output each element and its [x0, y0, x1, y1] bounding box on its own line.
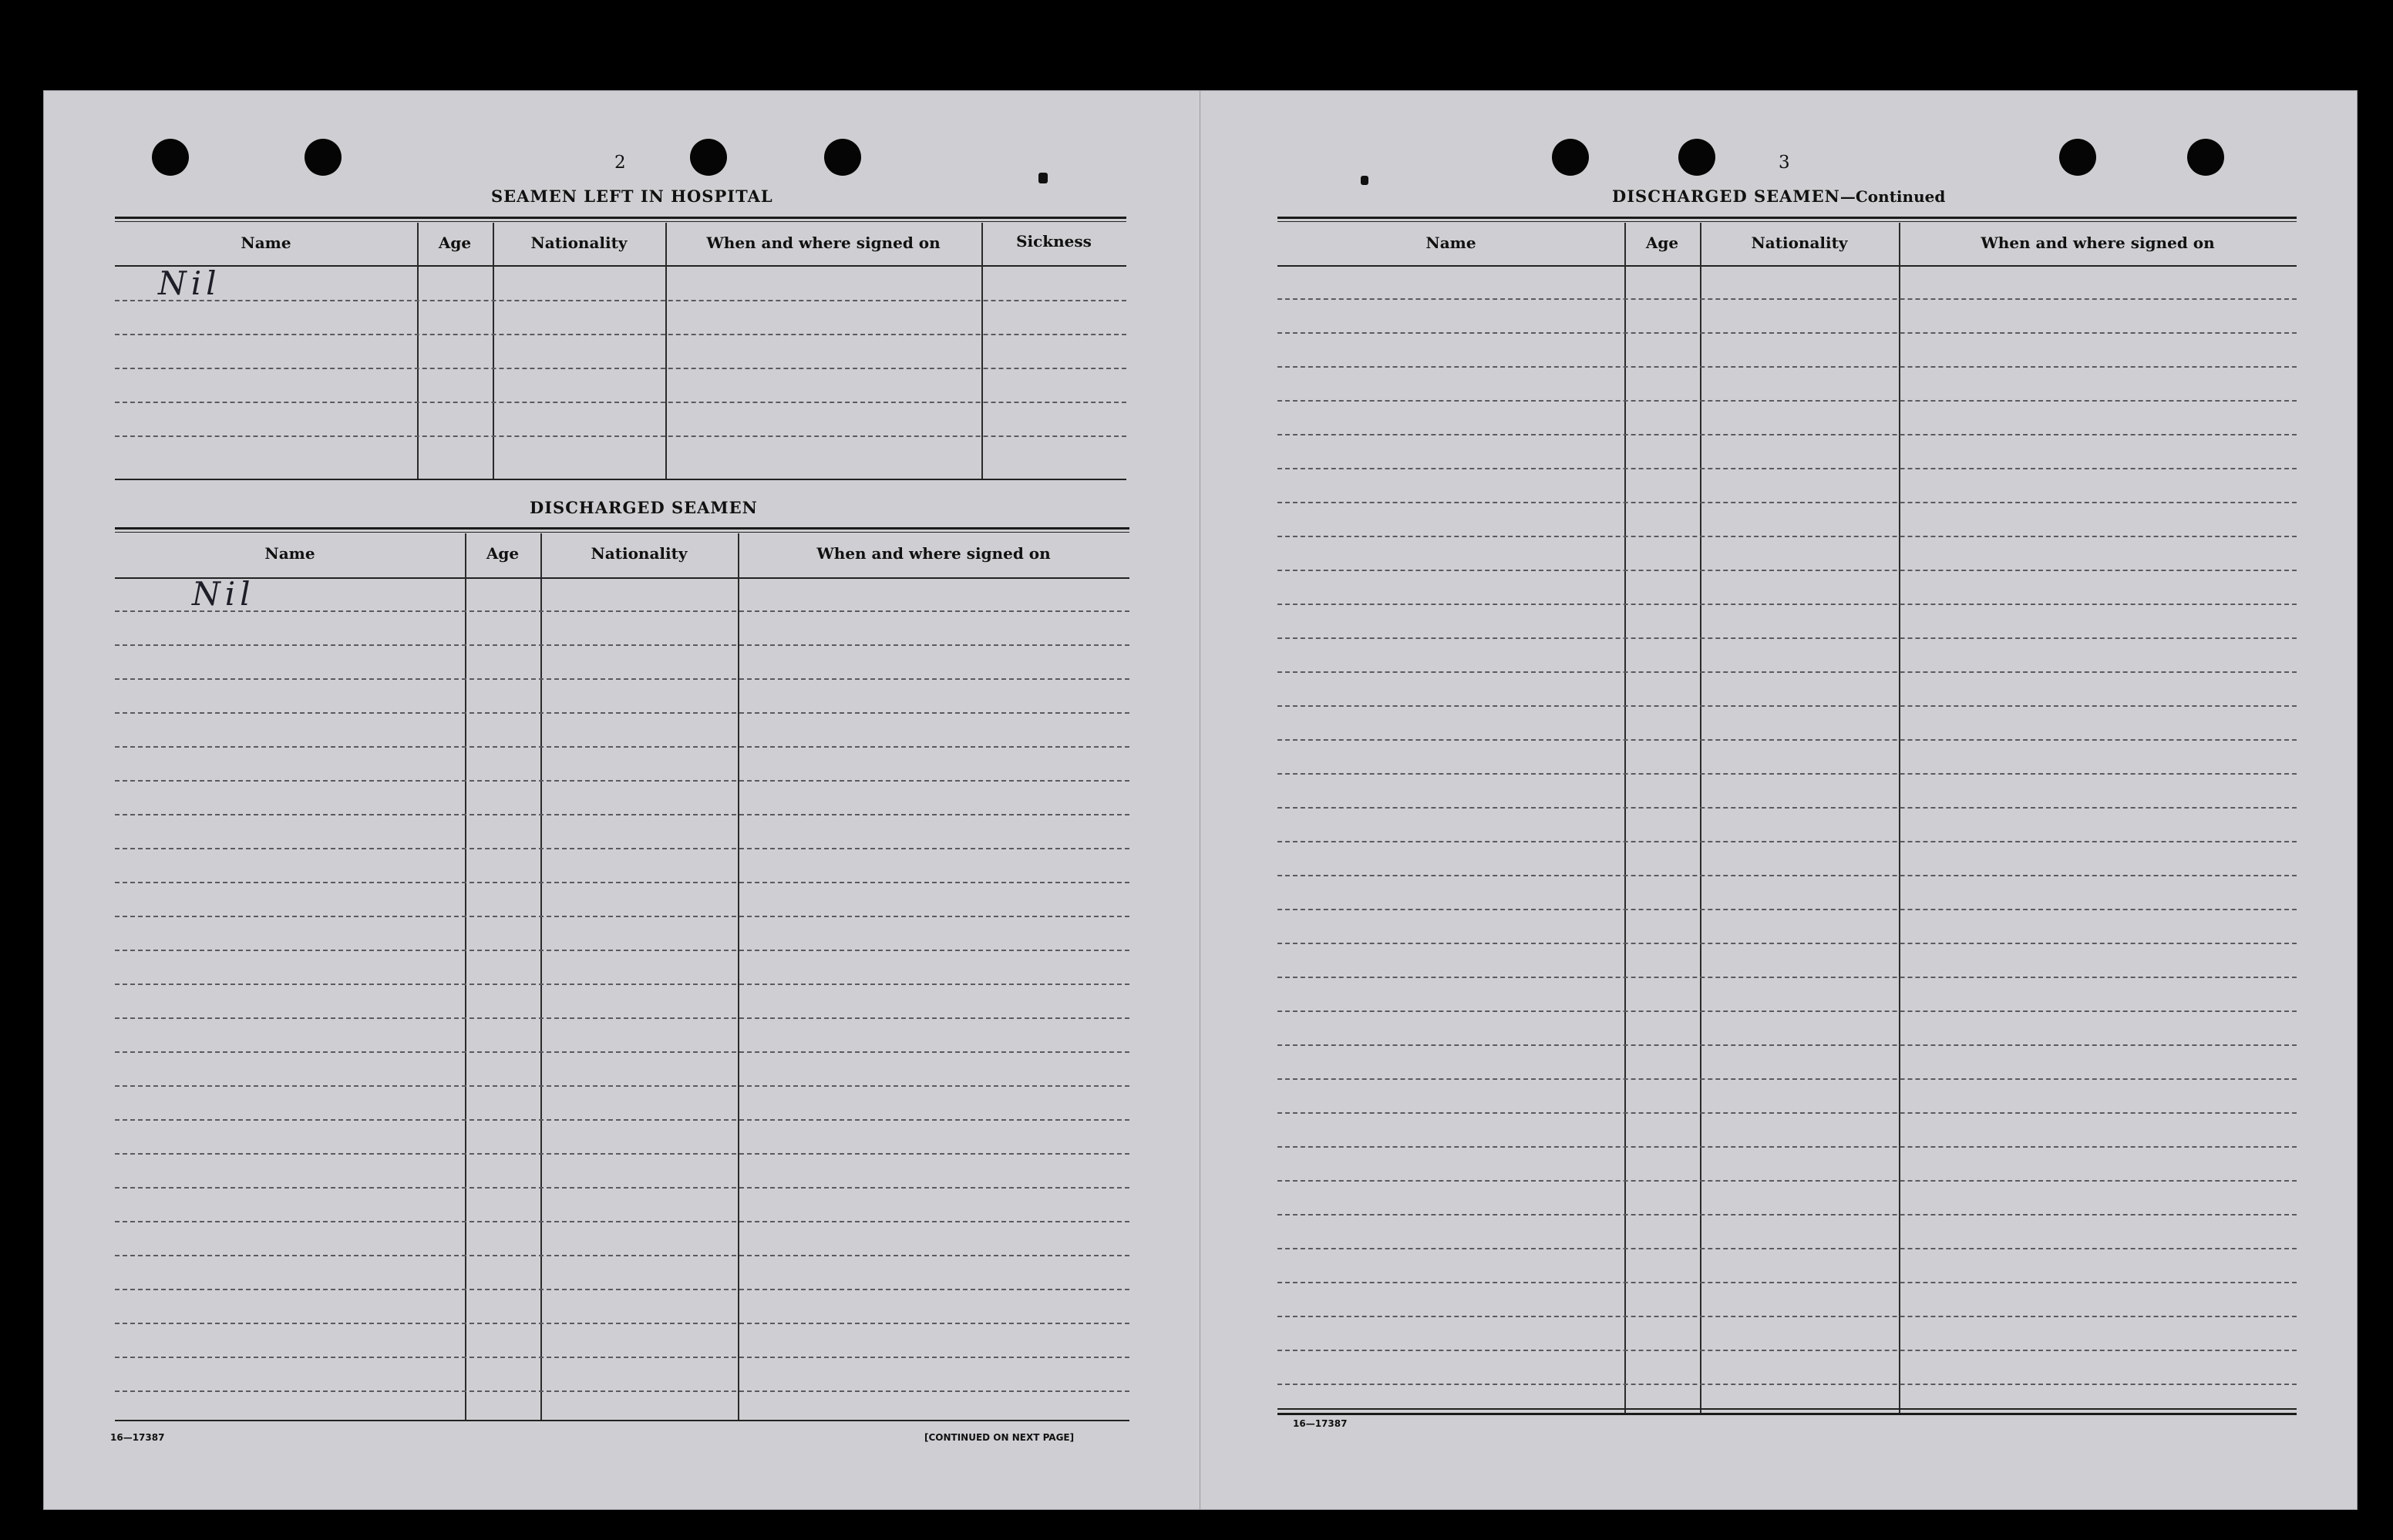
punch-hole — [824, 139, 861, 176]
column-header: When and where signed on — [1981, 234, 2215, 252]
handwritten-entry: Nil — [158, 264, 221, 302]
punch-hole — [1552, 139, 1589, 176]
column-header: When and where signed on — [816, 544, 1051, 563]
left-page — [43, 90, 1201, 1510]
form-number: 16—17387 — [110, 1432, 165, 1443]
punch-hole — [152, 139, 189, 176]
punch-hole — [305, 139, 342, 176]
hospital-table — [115, 217, 1126, 480]
punch-hole — [2187, 139, 2224, 176]
discharged-section-title: DISCHARGED SEAMEN — [530, 498, 758, 517]
column-header: Nationality — [591, 544, 688, 563]
ink-mark — [1361, 176, 1368, 185]
ink-mark — [1038, 173, 1048, 183]
column-header: Name — [241, 234, 291, 252]
column-header: Sickness — [1016, 232, 1092, 251]
section-title — [1612, 187, 1945, 206]
punch-hole — [1678, 139, 1715, 176]
continued-note: [CONTINUED ON NEXT PAGE] — [924, 1432, 1075, 1443]
column-header: Nationality — [1751, 234, 1848, 252]
page-number: 3 — [1779, 153, 1790, 173]
column-header: Age — [438, 234, 472, 252]
discharged-table — [115, 527, 1129, 1421]
handwritten-entry: Nil — [192, 575, 255, 613]
column-header: When and where signed on — [706, 234, 941, 252]
punch-hole — [690, 139, 727, 176]
right-page — [1200, 90, 2358, 1510]
hospital-section-title: SEAMEN LEFT IN HOSPITAL — [491, 187, 773, 206]
column-header: Age — [1645, 234, 1679, 252]
form-number: 16—17387 — [1293, 1418, 1348, 1429]
column-header: Name — [264, 544, 315, 563]
section-title-main: DISCHARGED SEAMEN — [1612, 187, 1840, 206]
column-header: Age — [486, 544, 520, 563]
page-number: 2 — [614, 153, 626, 173]
punch-hole — [2059, 139, 2096, 176]
column-header: Name — [1425, 234, 1476, 252]
section-title-suffix: —Continued — [1839, 187, 1946, 206]
column-header: Nationality — [530, 234, 628, 252]
discharged-continued-table — [1277, 217, 2297, 1415]
